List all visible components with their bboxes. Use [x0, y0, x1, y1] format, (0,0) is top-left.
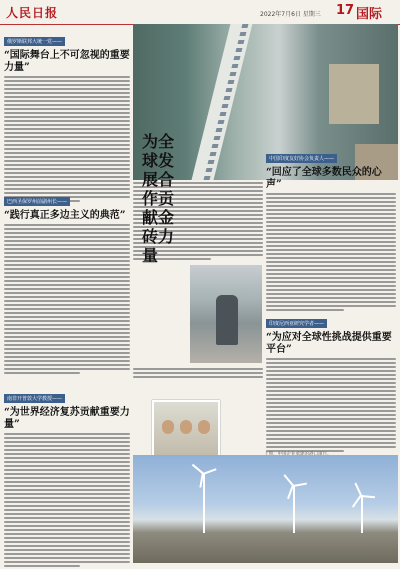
article-kicker: 俄罗斯联邦大统一党——: [4, 37, 65, 46]
article-kicker: 南非开普敦大学教授——: [4, 394, 65, 403]
article-body: [266, 358, 396, 452]
article-body: [4, 433, 130, 567]
article-1: [4, 28, 130, 204]
center-body-lower: [133, 368, 263, 380]
article-headline: “为世界经济复苏贡献重要力量”: [4, 407, 130, 430]
article-kicker: 印度尼西亚研究学者——: [266, 319, 327, 328]
masthead: [0, 0, 400, 25]
newspaper-logo: 人民日报: [6, 6, 59, 20]
article-5: [266, 310, 396, 454]
article-headline: “回应了全球多数民众的心声”: [266, 167, 382, 190]
article-headline: “国际舞台上不可忽视的重要力量”: [4, 50, 130, 73]
article-2: [4, 188, 130, 376]
page-number: 17: [336, 3, 355, 18]
article-body: [266, 193, 396, 311]
article-kicker: 巴西圣保罗州前副州长——: [4, 197, 70, 206]
article-body: [4, 224, 130, 374]
article-4: [266, 145, 396, 313]
article-headline: “践行真正多边主义的典范”: [4, 210, 126, 221]
wind-farm-photo: [133, 455, 398, 563]
issue-date: 2022年7月6日 星期三: [260, 11, 321, 18]
feature-title: 为全球发展合作贡献金砖力量: [142, 132, 175, 265]
article-kicker: 中国印度友好协会负责人——: [266, 154, 337, 163]
article-headline: “为应对全球性挑战提供重要平台”: [266, 332, 392, 355]
article-body: [4, 76, 130, 202]
person-photo: [190, 265, 262, 363]
article-3: [4, 385, 130, 569]
section-name: 国际: [356, 7, 383, 22]
